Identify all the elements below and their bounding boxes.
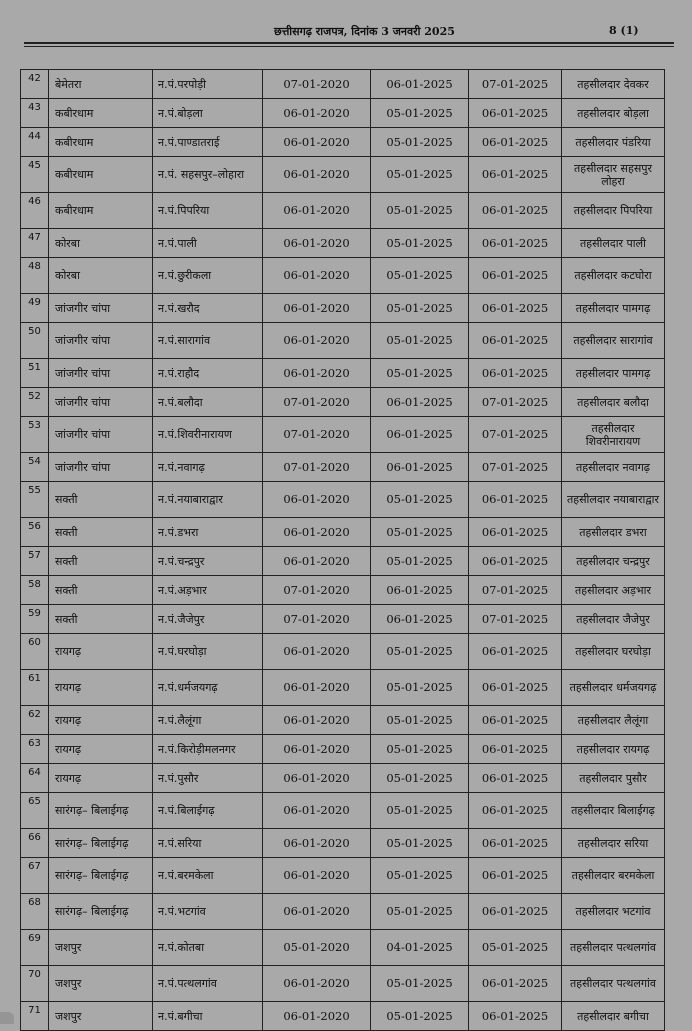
term-end-date-cell: 05-01-2025	[371, 894, 469, 930]
nagar-panchayat-cell: न.पं.बोड़ला	[153, 99, 263, 128]
serial-number-cell: 42	[21, 70, 49, 99]
term-end-date-cell: 05-01-2025	[371, 258, 469, 294]
district-cell: रायगढ़	[49, 634, 153, 670]
administrator-officer-cell: तहसीलदार सरिया	[562, 829, 665, 858]
nagar-panchayat-cell: न.पं.सारागांव	[153, 323, 263, 359]
administrator-officer-cell: तहसीलदार नवागढ़	[562, 453, 665, 482]
serial-number-cell: 48	[21, 258, 49, 294]
district-cell: कबीरधाम	[49, 128, 153, 157]
district-cell: सक्ती	[49, 518, 153, 547]
term-end-date-cell: 06-01-2025	[371, 388, 469, 417]
serial-number-cell: 71	[21, 1002, 49, 1031]
serial-number-cell: 66	[21, 829, 49, 858]
serial-number-cell: 50	[21, 323, 49, 359]
term-end-date-cell: 05-01-2025	[371, 634, 469, 670]
table-row	[21, 453, 665, 482]
administrator-date-cell: 05-01-2025	[469, 930, 562, 966]
table-row	[21, 793, 665, 829]
serial-number-cell: 62	[21, 706, 49, 735]
administrator-officer-cell: तहसीलदार भटगांव	[562, 894, 665, 930]
nagar-panchayat-cell: न.पं.परपोड़ी	[153, 70, 263, 99]
table-row	[21, 294, 665, 323]
administrator-officer-cell: तहसीलदार रायगढ़	[562, 735, 665, 764]
first-meeting-date-cell: 06-01-2020	[263, 99, 371, 128]
nagar-panchayat-cell: न.पं.पाण्डातराई	[153, 128, 263, 157]
term-end-date-cell: 05-01-2025	[371, 706, 469, 735]
district-cell: सारंगढ़– बिलाईगढ़	[49, 829, 153, 858]
first-meeting-date-cell: 07-01-2020	[263, 576, 371, 605]
district-cell: रायगढ़	[49, 670, 153, 706]
header-rule	[24, 42, 674, 44]
administrator-officer-cell: तहसीलदार बरमकेला	[562, 858, 665, 894]
first-meeting-date-cell: 06-01-2020	[263, 157, 371, 193]
administrator-date-cell: 06-01-2025	[469, 894, 562, 930]
first-meeting-date-cell: 06-01-2020	[263, 634, 371, 670]
serial-number-cell: 70	[21, 966, 49, 1002]
administrator-date-cell: 06-01-2025	[469, 706, 562, 735]
first-meeting-date-cell: 06-01-2020	[263, 894, 371, 930]
nagar-panchayat-cell: न.पं.पिपरिया	[153, 193, 263, 229]
administrator-officer-cell: तहसीलदार पुसौर	[562, 764, 665, 793]
table-row	[21, 157, 665, 193]
nagar-panchayat-cell: न.पं.धर्मजयगढ़	[153, 670, 263, 706]
administrator-officer-cell: तहसीलदार नयाबाराद्वार	[562, 482, 665, 518]
administrator-date-cell: 06-01-2025	[469, 1002, 562, 1031]
serial-number-cell: 67	[21, 858, 49, 894]
district-cell: सक्ती	[49, 576, 153, 605]
first-meeting-date-cell: 06-01-2020	[263, 670, 371, 706]
administrator-officer-cell: तहसीलदार सहसपुर लोहरा	[562, 157, 665, 193]
district-cell: जशपुर	[49, 930, 153, 966]
administrator-officer-cell: तहसीलदार पत्थलगांव	[562, 966, 665, 1002]
table-row	[21, 547, 665, 576]
district-cell: रायगढ़	[49, 706, 153, 735]
term-end-date-cell: 05-01-2025	[371, 1002, 469, 1031]
first-meeting-date-cell: 06-01-2020	[263, 706, 371, 735]
term-end-date-cell: 05-01-2025	[371, 829, 469, 858]
administrator-officer-cell: तहसीलदार पत्थलगांव	[562, 930, 665, 966]
serial-number-cell: 57	[21, 547, 49, 576]
nagar-panchayat-cell: न.पं.लैलूंगा	[153, 706, 263, 735]
term-end-date-cell: 06-01-2025	[371, 605, 469, 634]
administrator-date-cell: 06-01-2025	[469, 793, 562, 829]
nagar-panchayat-cell: न.पं.सरिया	[153, 829, 263, 858]
administrator-officer-cell: तहसीलदार देवकर	[562, 70, 665, 99]
nagar-panchayat-cell: न.पं.पाली	[153, 229, 263, 258]
term-end-date-cell: 05-01-2025	[371, 294, 469, 323]
table-row	[21, 966, 665, 1002]
page-number: 8 (1)	[609, 24, 639, 37]
serial-number-cell: 58	[21, 576, 49, 605]
term-end-date-cell: 05-01-2025	[371, 793, 469, 829]
district-cell: रायगढ़	[49, 735, 153, 764]
first-meeting-date-cell: 06-01-2020	[263, 518, 371, 547]
administrator-date-cell: 06-01-2025	[469, 966, 562, 1002]
term-end-date-cell: 05-01-2025	[371, 735, 469, 764]
table-row	[21, 359, 665, 388]
administrator-date-cell: 06-01-2025	[469, 258, 562, 294]
administrator-date-cell: 06-01-2025	[469, 99, 562, 128]
district-cell: बेमेतरा	[49, 70, 153, 99]
district-cell: जांजगीर चांपा	[49, 323, 153, 359]
term-end-date-cell: 04-01-2025	[371, 930, 469, 966]
nagar-panchayat-cell: न.पं.बिलाईगढ़	[153, 793, 263, 829]
term-end-date-cell: 06-01-2025	[371, 70, 469, 99]
administrator-officer-cell: तहसीलदार लैलूंगा	[562, 706, 665, 735]
district-cell: सक्ती	[49, 482, 153, 518]
table-row	[21, 128, 665, 157]
table-row	[21, 706, 665, 735]
table-row	[21, 193, 665, 229]
table-row	[21, 388, 665, 417]
term-end-date-cell: 05-01-2025	[371, 670, 469, 706]
first-meeting-date-cell: 06-01-2020	[263, 1002, 371, 1031]
first-meeting-date-cell: 07-01-2020	[263, 388, 371, 417]
serial-number-cell: 55	[21, 482, 49, 518]
administrator-date-cell: 06-01-2025	[469, 323, 562, 359]
term-end-date-cell: 06-01-2025	[371, 453, 469, 482]
administrator-date-cell: 06-01-2025	[469, 829, 562, 858]
district-cell: सारंगढ़– बिलाईगढ़	[49, 894, 153, 930]
administrator-officer-cell: तहसीलदार अड़भार	[562, 576, 665, 605]
table-row	[21, 99, 665, 128]
first-meeting-date-cell: 06-01-2020	[263, 229, 371, 258]
serial-number-cell: 43	[21, 99, 49, 128]
administrator-date-cell: 06-01-2025	[469, 482, 562, 518]
table-row	[21, 417, 665, 453]
term-end-date-cell: 05-01-2025	[371, 359, 469, 388]
first-meeting-date-cell: 06-01-2020	[263, 858, 371, 894]
serial-number-cell: 61	[21, 670, 49, 706]
serial-number-cell: 59	[21, 605, 49, 634]
administrator-officer-cell: तहसीलदार शिवरीनारायण	[562, 417, 665, 453]
serial-number-cell: 65	[21, 793, 49, 829]
nagar-panchayat-cell: न.पं.जैजेपुर	[153, 605, 263, 634]
administrator-date-cell: 06-01-2025	[469, 735, 562, 764]
administrator-date-cell: 07-01-2025	[469, 605, 562, 634]
table-row	[21, 670, 665, 706]
serial-number-cell: 64	[21, 764, 49, 793]
administrator-date-cell: 06-01-2025	[469, 518, 562, 547]
district-cell: सक्ती	[49, 547, 153, 576]
first-meeting-date-cell: 07-01-2020	[263, 605, 371, 634]
administrator-officer-cell: तहसीलदार बगीचा	[562, 1002, 665, 1031]
term-end-date-cell: 05-01-2025	[371, 229, 469, 258]
nagar-panchayat-cell: न.पं.खरौद	[153, 294, 263, 323]
first-meeting-date-cell: 06-01-2020	[263, 323, 371, 359]
administrator-date-cell: 06-01-2025	[469, 157, 562, 193]
district-cell: कबीरधाम	[49, 99, 153, 128]
administrator-date-cell: 06-01-2025	[469, 229, 562, 258]
administrator-officer-cell: तहसीलदार पंडरिया	[562, 128, 665, 157]
district-cell: कबीरधाम	[49, 157, 153, 193]
table-row	[21, 735, 665, 764]
district-cell: सारंगढ़– बिलाईगढ़	[49, 858, 153, 894]
table-row	[21, 70, 665, 99]
nagar-panchayat-cell: न.पं.डभरा	[153, 518, 263, 547]
serial-number-cell: 47	[21, 229, 49, 258]
serial-number-cell: 51	[21, 359, 49, 388]
corner-tab	[0, 1012, 14, 1024]
district-cell: जशपुर	[49, 966, 153, 1002]
serial-number-cell: 68	[21, 894, 49, 930]
term-end-date-cell: 06-01-2025	[371, 576, 469, 605]
term-end-date-cell: 05-01-2025	[371, 193, 469, 229]
first-meeting-date-cell: 06-01-2020	[263, 193, 371, 229]
first-meeting-date-cell: 07-01-2020	[263, 70, 371, 99]
district-cell: सारंगढ़– बिलाईगढ़	[49, 793, 153, 829]
administrator-officer-cell: तहसीलदार चन्द्रपुर	[562, 547, 665, 576]
district-cell: सक्ती	[49, 605, 153, 634]
district-cell: कोरबा	[49, 258, 153, 294]
table-row	[21, 1002, 665, 1031]
term-end-date-cell: 05-01-2025	[371, 482, 469, 518]
table-row	[21, 258, 665, 294]
table-row	[21, 858, 665, 894]
table-row	[21, 229, 665, 258]
serial-number-cell: 52	[21, 388, 49, 417]
table-row	[21, 829, 665, 858]
administrator-date-cell: 07-01-2025	[469, 388, 562, 417]
administrator-date-cell: 06-01-2025	[469, 670, 562, 706]
serial-number-cell: 69	[21, 930, 49, 966]
administrator-officer-cell: तहसीलदार घरघोड़ा	[562, 634, 665, 670]
nagar-panchayat-cell: न.पं.बगीचा	[153, 1002, 263, 1031]
administrator-officer-cell: तहसीलदार सारागांव	[562, 323, 665, 359]
administrator-date-cell: 06-01-2025	[469, 359, 562, 388]
administrator-officer-cell: तहसीलदार बिलाईगढ़	[562, 793, 665, 829]
table-row	[21, 323, 665, 359]
table-row	[21, 482, 665, 518]
table-row	[21, 605, 665, 634]
nagar-panchayat-cell: न.पं.चन्द्रपुर	[153, 547, 263, 576]
table-row	[21, 576, 665, 605]
nagar-panchayat-table	[20, 69, 665, 1031]
serial-number-cell: 45	[21, 157, 49, 193]
first-meeting-date-cell: 06-01-2020	[263, 793, 371, 829]
district-cell: जांजगीर चांपा	[49, 388, 153, 417]
first-meeting-date-cell: 06-01-2020	[263, 966, 371, 1002]
administrator-officer-cell: तहसीलदार पिपरिया	[562, 193, 665, 229]
administrator-officer-cell: तहसीलदार पामगढ़	[562, 359, 665, 388]
administrator-officer-cell: तहसीलदार बलौदा	[562, 388, 665, 417]
administrator-date-cell: 07-01-2025	[469, 417, 562, 453]
term-end-date-cell: 05-01-2025	[371, 128, 469, 157]
first-meeting-date-cell: 07-01-2020	[263, 417, 371, 453]
serial-number-cell: 60	[21, 634, 49, 670]
header-rule-thin	[24, 46, 674, 47]
gazette-title: छत्तीसगढ़ राजपत्र, दिनांक 3 जनवरी 2025	[274, 25, 455, 38]
nagar-panchayat-cell: न.पं.छुरीकला	[153, 258, 263, 294]
nagar-panchayat-cell: न.पं.पत्थलगांव	[153, 966, 263, 1002]
administrator-officer-cell: तहसीलदार पाली	[562, 229, 665, 258]
district-cell: जशपुर	[49, 1002, 153, 1031]
serial-number-cell: 44	[21, 128, 49, 157]
nagar-panchayat-cell: न.पं.राहौद	[153, 359, 263, 388]
term-end-date-cell: 05-01-2025	[371, 323, 469, 359]
district-cell: जांजगीर चांपा	[49, 294, 153, 323]
term-end-date-cell: 05-01-2025	[371, 518, 469, 547]
first-meeting-date-cell: 07-01-2020	[263, 453, 371, 482]
nagar-panchayat-cell: न.पं.कोतबा	[153, 930, 263, 966]
district-cell: जांजगीर चांपा	[49, 417, 153, 453]
administrator-date-cell: 07-01-2025	[469, 576, 562, 605]
nagar-panchayat-cell: न.पं.नवागढ़	[153, 453, 263, 482]
term-end-date-cell: 06-01-2025	[371, 417, 469, 453]
serial-number-cell: 63	[21, 735, 49, 764]
first-meeting-date-cell: 06-01-2020	[263, 258, 371, 294]
table-row	[21, 764, 665, 793]
first-meeting-date-cell: 05-01-2020	[263, 930, 371, 966]
administrator-date-cell: 07-01-2025	[469, 453, 562, 482]
serial-number-cell: 53	[21, 417, 49, 453]
term-end-date-cell: 05-01-2025	[371, 99, 469, 128]
district-cell: कोरबा	[49, 229, 153, 258]
serial-number-cell: 46	[21, 193, 49, 229]
administrator-date-cell: 06-01-2025	[469, 634, 562, 670]
nagar-panchayat-cell: न.पं. सहसपुर–लोहारा	[153, 157, 263, 193]
administrator-officer-cell: तहसीलदार धर्मजयगढ़	[562, 670, 665, 706]
term-end-date-cell: 05-01-2025	[371, 157, 469, 193]
administrator-officer-cell: तहसीलदार पामगढ़	[562, 294, 665, 323]
table-row	[21, 894, 665, 930]
nagar-panchayat-cell: न.पं.भटगांव	[153, 894, 263, 930]
term-end-date-cell: 05-01-2025	[371, 966, 469, 1002]
district-cell: जांजगीर चांपा	[49, 359, 153, 388]
administrator-date-cell: 06-01-2025	[469, 764, 562, 793]
administrator-officer-cell: तहसीलदार बोड़ला	[562, 99, 665, 128]
nagar-panchayat-cell: न.पं.पुसौर	[153, 764, 263, 793]
nagar-panchayat-cell: न.पं.घरघोड़ा	[153, 634, 263, 670]
first-meeting-date-cell: 06-01-2020	[263, 359, 371, 388]
district-cell: रायगढ़	[49, 764, 153, 793]
administrator-date-cell: 06-01-2025	[469, 294, 562, 323]
administrator-date-cell: 06-01-2025	[469, 128, 562, 157]
nagar-panchayat-cell: न.पं.बलौदा	[153, 388, 263, 417]
first-meeting-date-cell: 06-01-2020	[263, 294, 371, 323]
first-meeting-date-cell: 06-01-2020	[263, 128, 371, 157]
nagar-panchayat-cell: न.पं.नयाबाराद्वार	[153, 482, 263, 518]
administrator-officer-cell: तहसीलदार कटघोरा	[562, 258, 665, 294]
serial-number-cell: 54	[21, 453, 49, 482]
first-meeting-date-cell: 06-01-2020	[263, 547, 371, 576]
nagar-panchayat-cell: न.पं.किरोड़ीमलनगर	[153, 735, 263, 764]
table-row	[21, 518, 665, 547]
nagar-panchayat-cell: न.पं.बरमकेला	[153, 858, 263, 894]
district-cell: जांजगीर चांपा	[49, 453, 153, 482]
administrator-officer-cell: तहसीलदार जैजेपुर	[562, 605, 665, 634]
first-meeting-date-cell: 06-01-2020	[263, 482, 371, 518]
nagar-panchayat-cell: न.पं.शिवरीनारायण	[153, 417, 263, 453]
district-cell: कबीरधाम	[49, 193, 153, 229]
term-end-date-cell: 05-01-2025	[371, 547, 469, 576]
serial-number-cell: 56	[21, 518, 49, 547]
serial-number-cell: 49	[21, 294, 49, 323]
administrator-officer-cell: तहसीलदार डभरा	[562, 518, 665, 547]
first-meeting-date-cell: 06-01-2020	[263, 735, 371, 764]
first-meeting-date-cell: 06-01-2020	[263, 764, 371, 793]
table-row	[21, 634, 665, 670]
administrator-date-cell: 06-01-2025	[469, 858, 562, 894]
administrator-date-cell: 07-01-2025	[469, 70, 562, 99]
first-meeting-date-cell: 06-01-2020	[263, 829, 371, 858]
administrator-date-cell: 06-01-2025	[469, 193, 562, 229]
nagar-panchayat-cell: न.पं.अड़भार	[153, 576, 263, 605]
term-end-date-cell: 05-01-2025	[371, 858, 469, 894]
term-end-date-cell: 05-01-2025	[371, 764, 469, 793]
table-row	[21, 930, 665, 966]
administrator-date-cell: 06-01-2025	[469, 547, 562, 576]
